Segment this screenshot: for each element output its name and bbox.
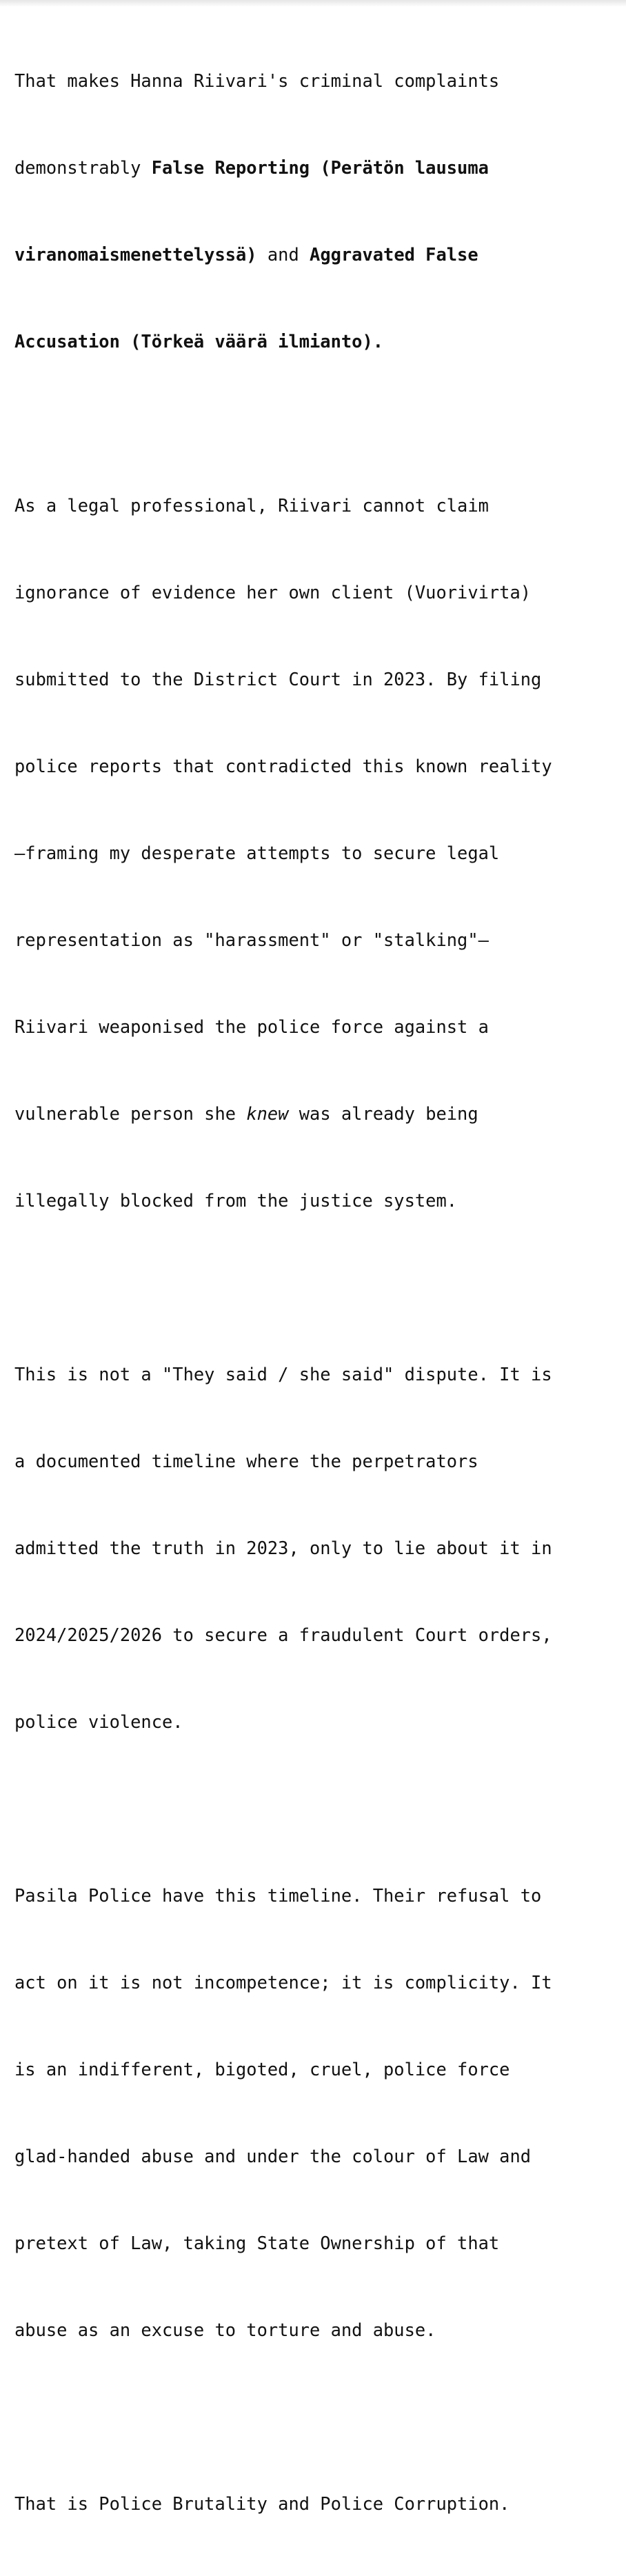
- paragraph-gap: [14, 414, 621, 433]
- paragraph-timeline: [14, 1302, 621, 1794]
- text-span: ignorance of evidence her own client (Vuorivirta): [14, 582, 532, 603]
- text-line: [14, 925, 621, 954]
- text-span: admitted the truth in 2023, only to lie about it in: [14, 1538, 552, 1558]
- text-line: [14, 1707, 621, 1736]
- text-line: [14, 1099, 621, 1128]
- text-span: This is not a "They said / she said" dispute. It is: [14, 1364, 552, 1385]
- text-line: [14, 2055, 621, 2084]
- text-line: [14, 2489, 621, 2518]
- text-line: [14, 327, 621, 356]
- bold-text: Accusation (Törkeä väärä ilmianto).: [14, 331, 384, 352]
- text-span: vulnerable person she: [14, 1103, 247, 1124]
- text-span: police reports that contradicted this known reality: [14, 756, 552, 776]
- text-line: [14, 66, 621, 95]
- text-line: [14, 1620, 621, 1649]
- text-span: That is Police Brutality and Police Corruption.: [14, 2493, 510, 2514]
- text-line: [14, 153, 621, 182]
- text-line: [14, 491, 621, 520]
- paragraph-false-reporting: [14, 8, 621, 414]
- text-span: Pasila Police have this timeline. Their refusal to: [14, 1885, 542, 1906]
- text-line: [14, 1360, 621, 1389]
- bold-text: viranomaismenettelyssä): [14, 244, 257, 265]
- paragraph-legal-professional: [14, 433, 621, 1273]
- italic-text: knew: [246, 1103, 289, 1124]
- text-span: is an indifferent, bigoted, cruel, police force: [14, 2059, 510, 2080]
- text-span: 2024/2025/2026 to secure a fraudulent Court orders,: [14, 1624, 552, 1645]
- text-line: [14, 1881, 621, 1910]
- text-span: As a legal professional, Riivari cannot claim: [14, 495, 489, 516]
- text-span: abuse as an excuse to torture and abuse.: [14, 2320, 436, 2340]
- paragraph-gap: [14, 1273, 621, 1302]
- text-span: police violence.: [14, 1711, 183, 1732]
- bold-text: False Reporting (Perätön lausuma: [151, 157, 489, 178]
- text-line: [14, 2142, 621, 2171]
- text-span: and: [256, 244, 310, 265]
- text-line: [14, 838, 621, 867]
- document-body: [14, 8, 621, 2576]
- paragraph-gap: [14, 1794, 621, 1823]
- text-line: [14, 2228, 621, 2257]
- text-span: representation as "harassment" or "stalking"—: [14, 929, 489, 950]
- text-line: [14, 2315, 621, 2344]
- text-line: [14, 578, 621, 607]
- text-span: illegally blocked from the justice system.: [14, 1190, 458, 1211]
- paragraph-pasila-police: [14, 1823, 621, 2402]
- text-span: a documented timeline where the perpetrators: [14, 1451, 478, 1471]
- text-line: [14, 1447, 621, 1476]
- text-span: pretext of Law, taking State Ownership of that: [14, 2233, 500, 2253]
- text-span: submitted to the District Court in 2023. By filing: [14, 669, 542, 690]
- text-span: demonstrably: [14, 157, 152, 178]
- text-line: [14, 1533, 621, 1562]
- paragraph-gap: [14, 2402, 621, 2431]
- text-line: [14, 1012, 621, 1041]
- text-span: act on it is not incompetence; it is complicity. It: [14, 1972, 552, 1993]
- text-line: [14, 665, 621, 694]
- text-line: [14, 1186, 621, 1215]
- text-line: [14, 752, 621, 781]
- text-line: [14, 1968, 621, 1997]
- text-span: glad-handed abuse and under the colour of Law and: [14, 2146, 532, 2166]
- text-span: was already being: [288, 1103, 478, 1124]
- top-edge-shadow: [0, 0, 626, 7]
- text-span: —framing my desperate attempts to secure legal: [14, 843, 500, 863]
- bold-text: Aggravated False: [310, 244, 478, 265]
- text-line: [14, 240, 621, 269]
- paragraph-conclusion: [14, 2431, 621, 2576]
- text-span: That makes Hanna Riivari's criminal complaints: [14, 70, 500, 91]
- text-span: Riivari weaponised the police force against a: [14, 1016, 489, 1037]
